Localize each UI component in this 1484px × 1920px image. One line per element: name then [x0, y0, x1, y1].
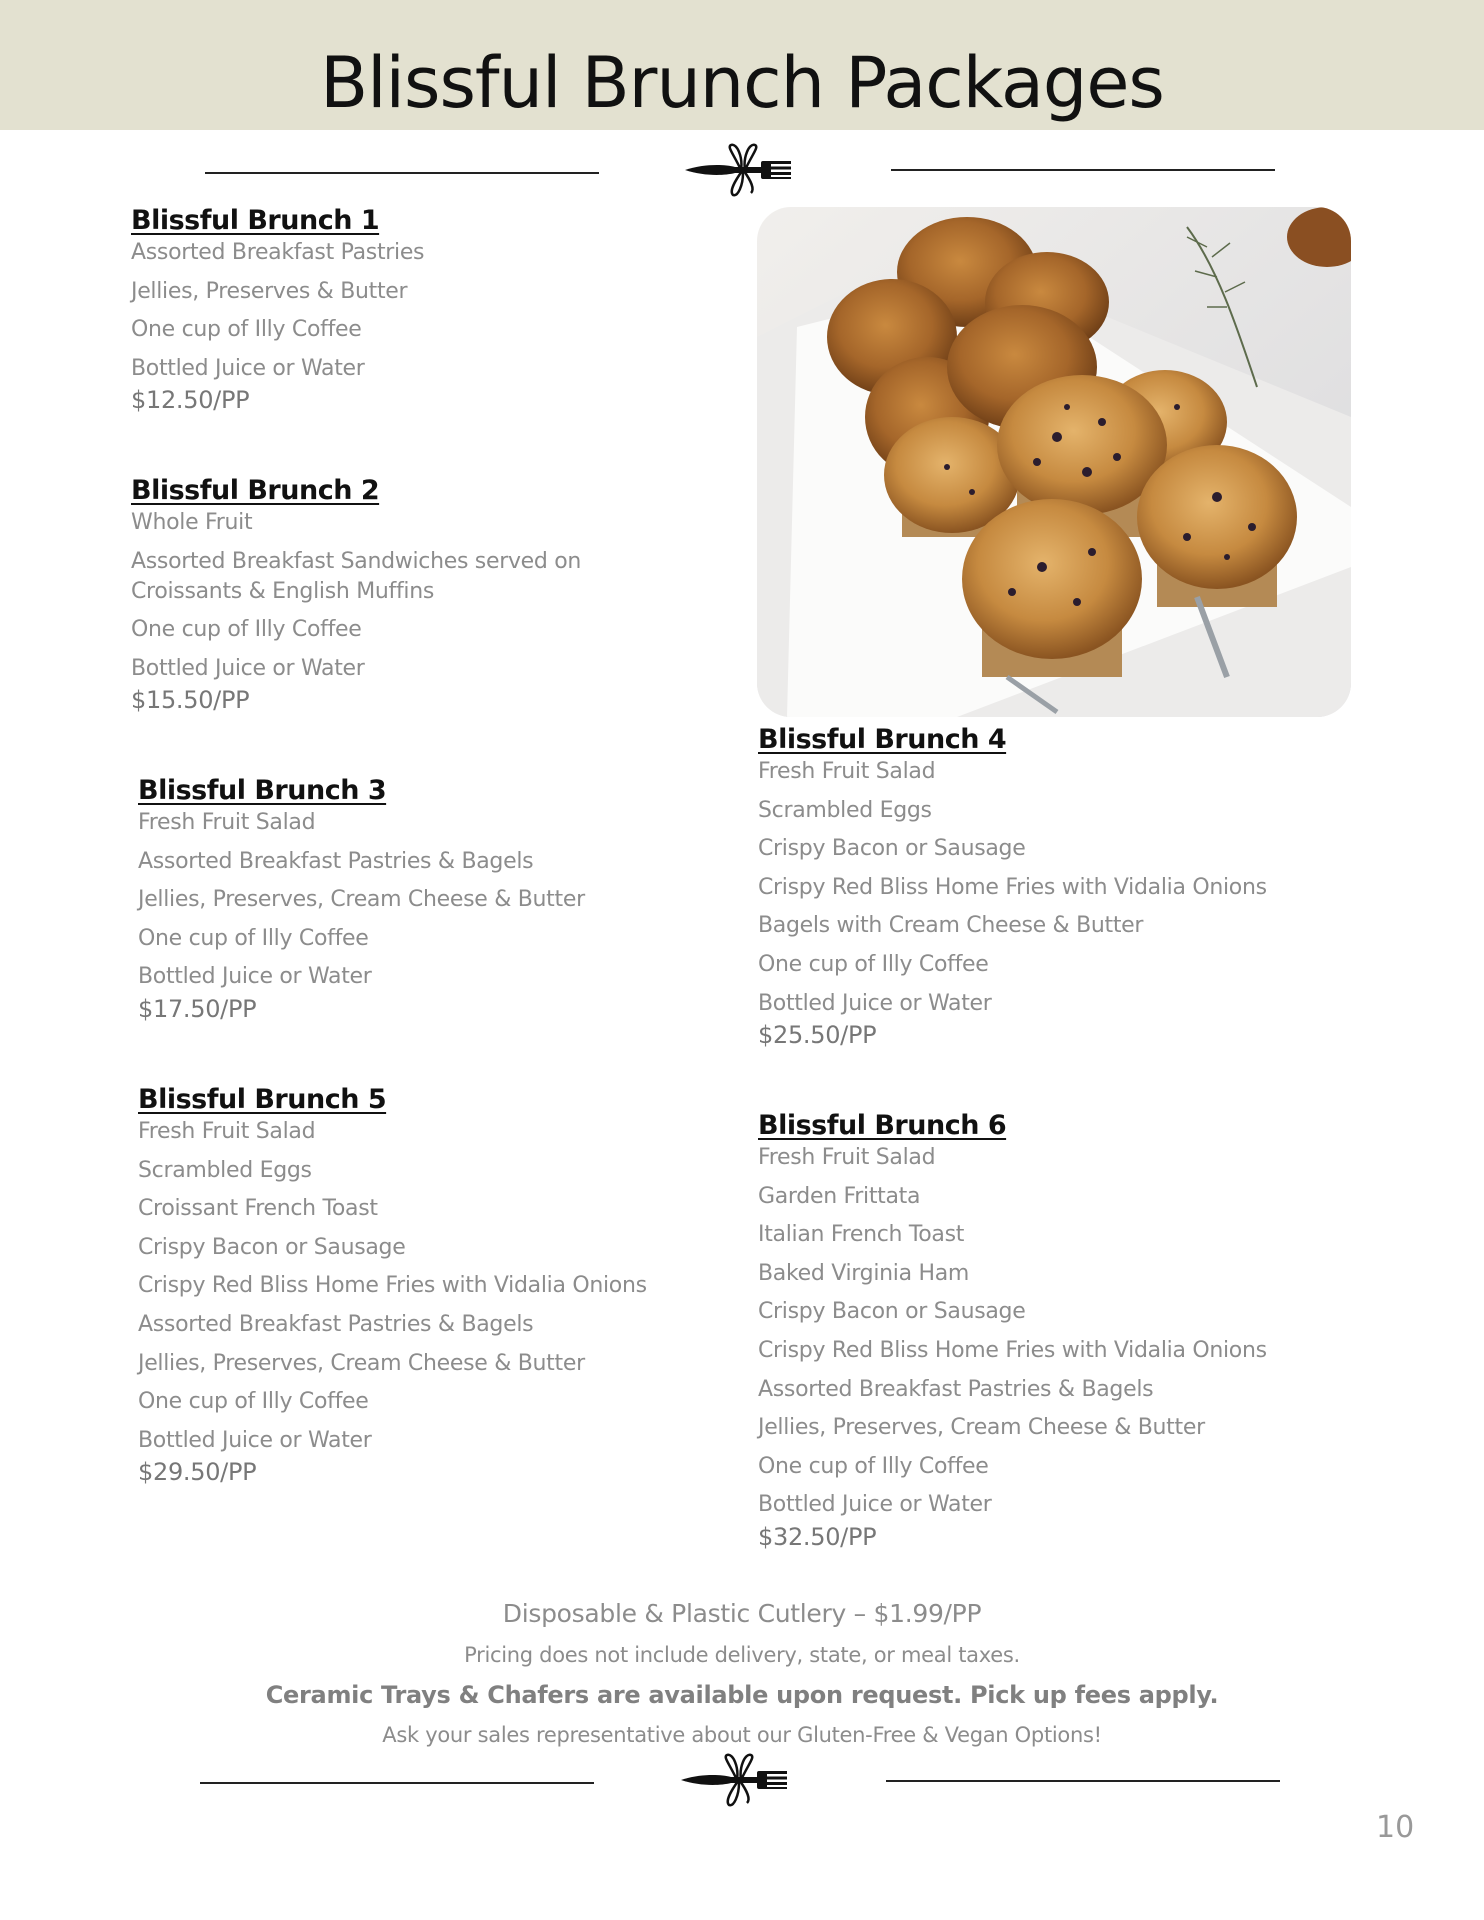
- package-item: Scrambled Eggs: [758, 797, 932, 823]
- package-price: $15.50/PP: [131, 686, 250, 715]
- package-item: Fresh Fruit Salad: [138, 1119, 316, 1144]
- package-item: Bottled Juice or Water: [131, 655, 365, 681]
- package-price: $25.50/PP: [758, 1021, 877, 1050]
- package-item: One cup of Illy Coffee: [138, 925, 369, 951]
- page-title: Blissful Brunch Packages: [320, 42, 1164, 124]
- package-item: Croissant French Toast: [138, 1196, 378, 1222]
- options-note: Ask your sales representative about our Gluten-Free & Vegan Options!: [382, 1723, 1102, 1747]
- package-item: Bottled Juice or Water: [758, 1492, 992, 1518]
- package-item: Assorted Breakfast Pastries & Bagels: [138, 848, 534, 874]
- package-item: Fresh Fruit Salad: [758, 1145, 936, 1170]
- package-item: Crispy Red Bliss Home Fries with Vidalia Onions: [758, 874, 1267, 900]
- package-item: Assorted Breakfast Pastries & Bagels: [138, 1311, 534, 1337]
- package-item: Bottled Juice or Water: [131, 355, 365, 381]
- package-item: Crispy Bacon or Sausage: [758, 1299, 1026, 1325]
- package-item: Scrambled Eggs: [138, 1157, 312, 1183]
- package-item: One cup of Illy Coffee: [131, 617, 362, 643]
- package-item: Bottled Juice or Water: [138, 964, 372, 990]
- package-item: One cup of Illy Coffee: [758, 951, 989, 977]
- package-item: Bottled Juice or Water: [138, 1427, 372, 1453]
- package-item: Crispy Bacon or Sausage: [758, 836, 1026, 862]
- package-4: [758, 723, 1267, 1050]
- package-title: Blissful Brunch 3: [138, 775, 387, 806]
- package-item: One cup of Illy Coffee: [758, 1453, 989, 1479]
- package-title: Blissful Brunch 5: [138, 1084, 387, 1115]
- package-title: Blissful Brunch 6: [758, 1110, 1007, 1141]
- package-price: $17.50/PP: [138, 994, 257, 1023]
- package-item: Baked Virginia Ham: [758, 1260, 970, 1286]
- package-item: Jellies, Preserves, Cream Cheese & Butter: [138, 887, 585, 913]
- bottom-divider-left-rule: [200, 1782, 594, 1784]
- fork-knife-bow-icon: [683, 143, 793, 197]
- package-6: [758, 1109, 1267, 1552]
- page-number: 10: [1376, 1810, 1415, 1845]
- package-item: Fresh Fruit Salad: [758, 759, 936, 784]
- package-items: [131, 238, 424, 384]
- package-2: [131, 474, 601, 715]
- package-item: Bagels with Cream Cheese & Butter: [758, 913, 1144, 939]
- pricing-note: Pricing does not include delivery, state, or meal taxes.: [464, 1643, 1020, 1667]
- package-item: Jellies, Preserves & Butter: [131, 278, 408, 304]
- package-item: Garden Frittata: [758, 1183, 921, 1209]
- package-item: Assorted Breakfast Pastries & Bagels: [758, 1376, 1154, 1402]
- top-divider-right-rule: [891, 169, 1275, 171]
- package-items: [758, 1143, 1267, 1520]
- package-3: [138, 774, 585, 1024]
- muffins-photo: [757, 207, 1351, 717]
- package-1: [131, 204, 424, 415]
- package-item: Whole Fruit: [131, 510, 253, 535]
- package-item: Italian French Toast: [758, 1222, 965, 1248]
- package-item: Assorted Breakfast Sandwiches served on Croissants & English Muffins: [131, 548, 582, 604]
- package-item: Crispy Red Bliss Home Fries with Vidalia Onions: [758, 1337, 1267, 1363]
- package-item: Jellies, Preserves, Cream Cheese & Butter: [138, 1350, 585, 1376]
- package-item: Bottled Juice or Water: [758, 990, 992, 1016]
- trays-note: Ceramic Trays & Chafers are available upon request. Pick up fees apply.: [265, 1681, 1219, 1709]
- package-item: Crispy Bacon or Sausage: [138, 1234, 406, 1260]
- package-title: Blissful Brunch 2: [131, 475, 380, 506]
- package-title: Blissful Brunch 1: [131, 205, 380, 236]
- package-item: Assorted Breakfast Pastries: [131, 240, 425, 265]
- package-price: $12.50/PP: [131, 386, 250, 415]
- cutlery-fee-note: Disposable & Plastic Cutlery – $1.99/PP: [502, 1599, 982, 1628]
- package-items: [138, 1117, 647, 1456]
- package-item: Crispy Red Bliss Home Fries with Vidalia Onions: [138, 1273, 647, 1299]
- package-item: One cup of Illy Coffee: [131, 317, 362, 343]
- package-item: One cup of Illy Coffee: [138, 1389, 369, 1415]
- package-price: $29.50/PP: [138, 1458, 257, 1487]
- package-price: $32.50/PP: [758, 1522, 877, 1551]
- top-divider-left-rule: [205, 172, 599, 174]
- bottom-divider-right-rule: [886, 1780, 1280, 1782]
- package-title: Blissful Brunch 4: [758, 724, 1007, 755]
- package-items: [131, 508, 601, 684]
- package-5: [138, 1083, 647, 1487]
- package-items: [138, 808, 585, 992]
- package-item: Fresh Fruit Salad: [138, 810, 316, 835]
- package-items: [758, 757, 1267, 1019]
- package-item: Jellies, Preserves, Cream Cheese & Butter: [758, 1415, 1205, 1441]
- fork-knife-bow-icon: [679, 1753, 789, 1807]
